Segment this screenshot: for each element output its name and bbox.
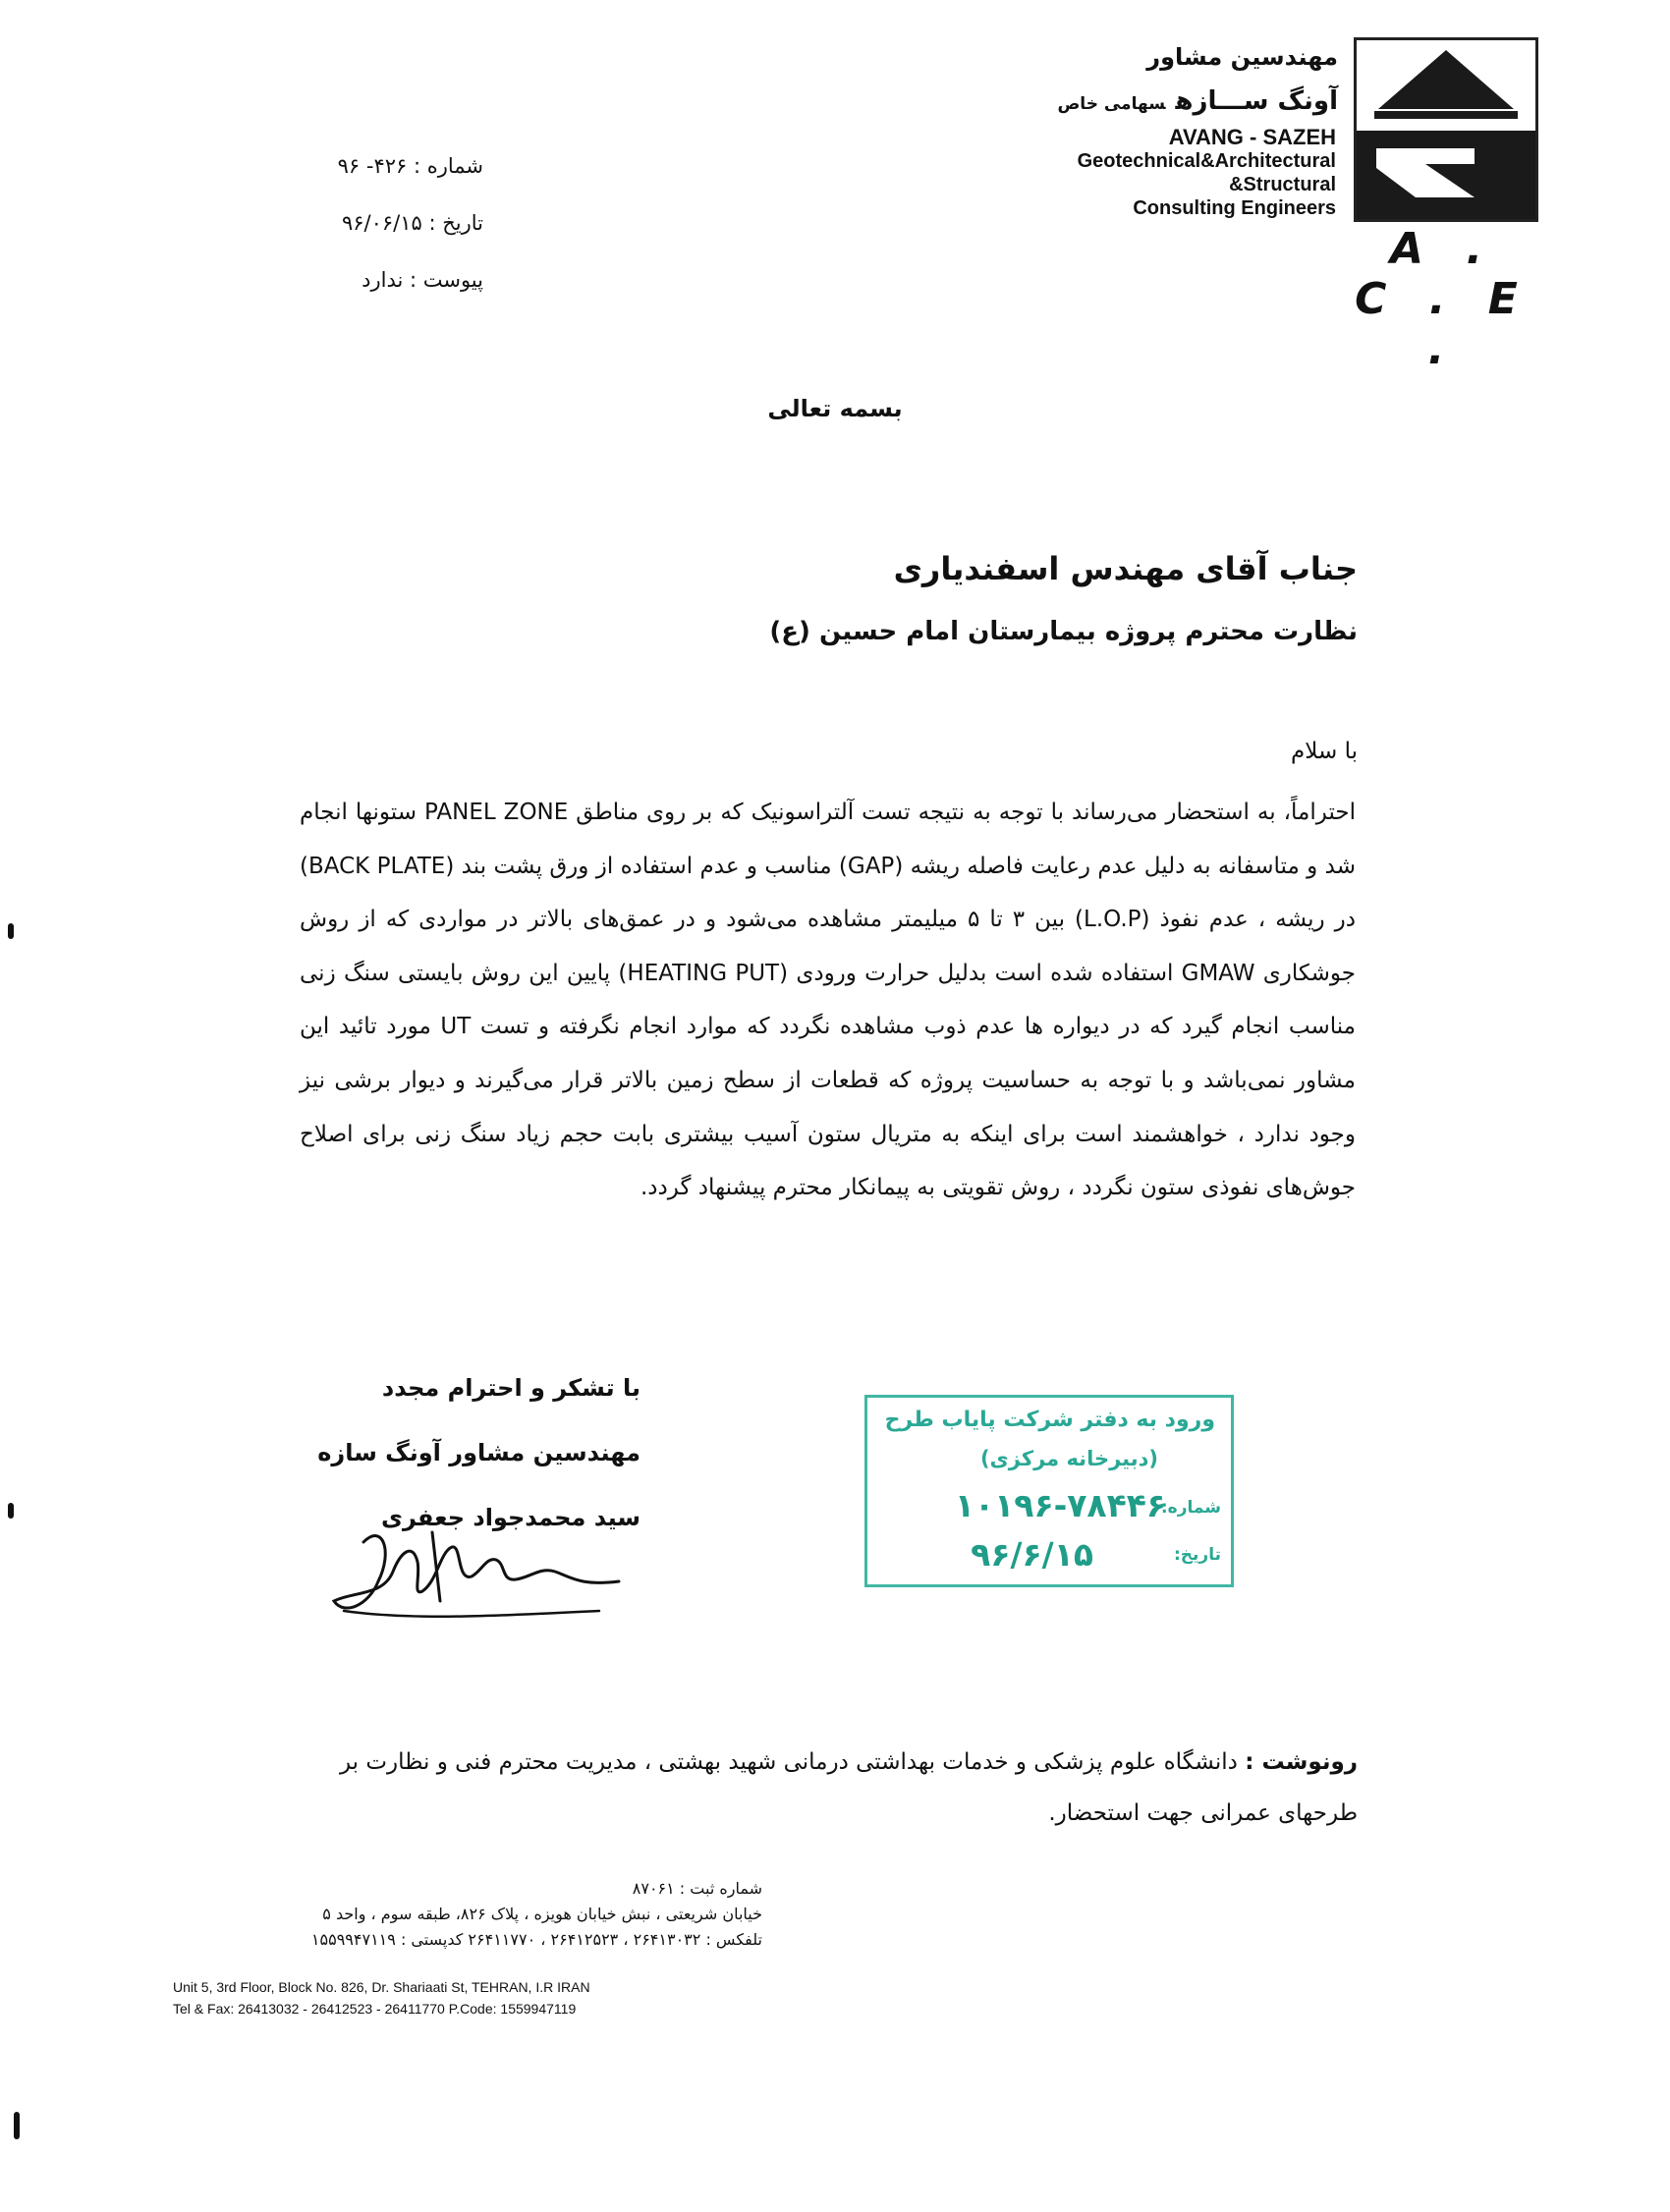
reference-block: [257, 138, 483, 308]
footer-en: [173, 1976, 762, 2019]
signatory-name: سید محمدجواد جعفری: [380, 1504, 640, 1531]
company-name-fa-line2: [1057, 86, 1338, 116]
stamp-subtitle: (دبیرخانه مرکزی): [979, 1447, 1158, 1470]
company-desc-line2: &Structural: [1229, 174, 1336, 195]
company-desc-line3: Consulting Engineers: [1133, 197, 1336, 219]
footer-phones-en: Tel & Fax: 26413032 - 26412523 - 26411770 P.Code: 1559947119: [173, 2001, 577, 2017]
company-name-fa-line1: مهندسین مشاور: [1146, 43, 1338, 71]
company-desc-line1: Geotechnical&Architectural: [1077, 150, 1336, 172]
bismillah-heading: بسمه تعالی: [767, 395, 903, 422]
company-type-fa: سهامی خاص: [1057, 94, 1166, 114]
company-name-en-block: [1078, 126, 1336, 220]
logo-mark-icon: [1357, 40, 1535, 219]
scan-edge-mark: [8, 923, 14, 939]
letter-body: احتراماً، به استحضار می‌رساند با توجه به نتیجه تست آلتراسونیک که بر روی مناطق PANEL ZONE ستونها انجام شد و متاسفانه به دلیل عدم رعایت فاصله ریشه (GAP) مناسب و عدم استفاده از ورق پشت بند (BACK PLATE) در ریشه ، عدم نفوذ (L.O.P) بین ۳ تا ۵ میلیمتر مشاهده می‌شود و در عمق‌های بالاتر در مواردی که از روش جوشکاری GMAW استفاده شده است بدلیل حرارت ورودی (HEATING PUT) پایین این روش بایستی سنگ زنی مناسب انجام گیرد که در دیواره ها عدم ذوب مشاهده نگردد که موارد انجام نگرفته و تست UT مورد تائید این مشاور نمی‌باشد و با توجه به حساسیت پروژه که قطعات از سطح زمین بالاتر قرار می‌گیرند و دیوار برشی نیز وجود ندارد ، خواهشمند است برای اینکه به متریال ستون آسیب بیشتری بابت حجم زیاد سنگ زنی برای اصلاح جوش‌های نفوذی ستون نگردد ، روش تقویتی به پیمانکار محترم پیشنهاد گردد.: [300, 800, 1357, 1201]
letter-attachment: پیوست : ندارد: [362, 268, 483, 292]
carbon-copy: [297, 1737, 1358, 1839]
stamp-number-label: شماره:: [1160, 1498, 1221, 1518]
company-logo: [1354, 37, 1538, 222]
addressee-title: نظارت محترم پروژه بیمارستان امام حسین (ع): [769, 617, 1358, 646]
footer-address: خیابان شریعتی ، نبش خیابان هویزه ، پلاک ۸۲۶، طبقه سوم ، واحد ۵: [322, 1905, 762, 1923]
letter-date: تاریخ : ۹۶/۰۶/۱۵: [341, 211, 483, 235]
received-stamp: [864, 1395, 1234, 1587]
addressee-name: جناب آقای مهندس اسفندیاری: [893, 550, 1358, 587]
logo-text: A . C . E .: [1355, 224, 1531, 374]
cc-label: رونوشت :: [1245, 1749, 1358, 1775]
company-name-fa: آونگ ســـازه: [1175, 86, 1338, 116]
scan-edge-mark: [14, 2112, 20, 2139]
signature-icon: [324, 1513, 648, 1631]
footer-phones: تلفکس : ۲۶۴۱۳۰۳۲ ، ۲۶۴۱۲۵۲۳ ، ۲۶۴۱۱۷۷۰ کدپستی : ۱۵۵۹۹۴۷۱۱۹: [310, 1930, 762, 1949]
scan-edge-mark: [8, 1503, 14, 1519]
salutation: با سلام: [1291, 739, 1358, 764]
stamp-date: ۹۶/۶/۱۵: [971, 1535, 1093, 1574]
stamp-number: ۱۰۱۹۶-۷۸۴۴۶: [954, 1486, 1166, 1524]
stamp-title: ورود به دفتر شرکت پایاب طرح: [884, 1408, 1215, 1432]
company-name-en: AVANG - SAZEH: [1168, 125, 1336, 149]
footer-address-en: Unit 5, 3rd Floor, Block No. 826, Dr. Shariaati St, TEHRAN, I.R IRAN: [173, 1979, 590, 1995]
cc-text: دانشگاه علوم پزشکی و خدمات بهداشتی درمانی شهید بهشتی ، مدیریت محترم فنی و نظارت بر طرحهای عمرانی جهت استحضار.: [339, 1749, 1358, 1826]
closing-company: مهندسین مشاور آونگ سازه: [317, 1439, 640, 1466]
stamp-date-label: تاریخ:: [1174, 1545, 1221, 1565]
closing-thanks: با تشکر و احترام مجدد: [381, 1374, 640, 1402]
footer-fa: [173, 1876, 762, 1953]
letter-number: شماره : ۴۲۶- ۹۶: [337, 154, 483, 178]
footer-registration: شماره ثبت : ۸۷۰۶۱: [632, 1879, 762, 1898]
